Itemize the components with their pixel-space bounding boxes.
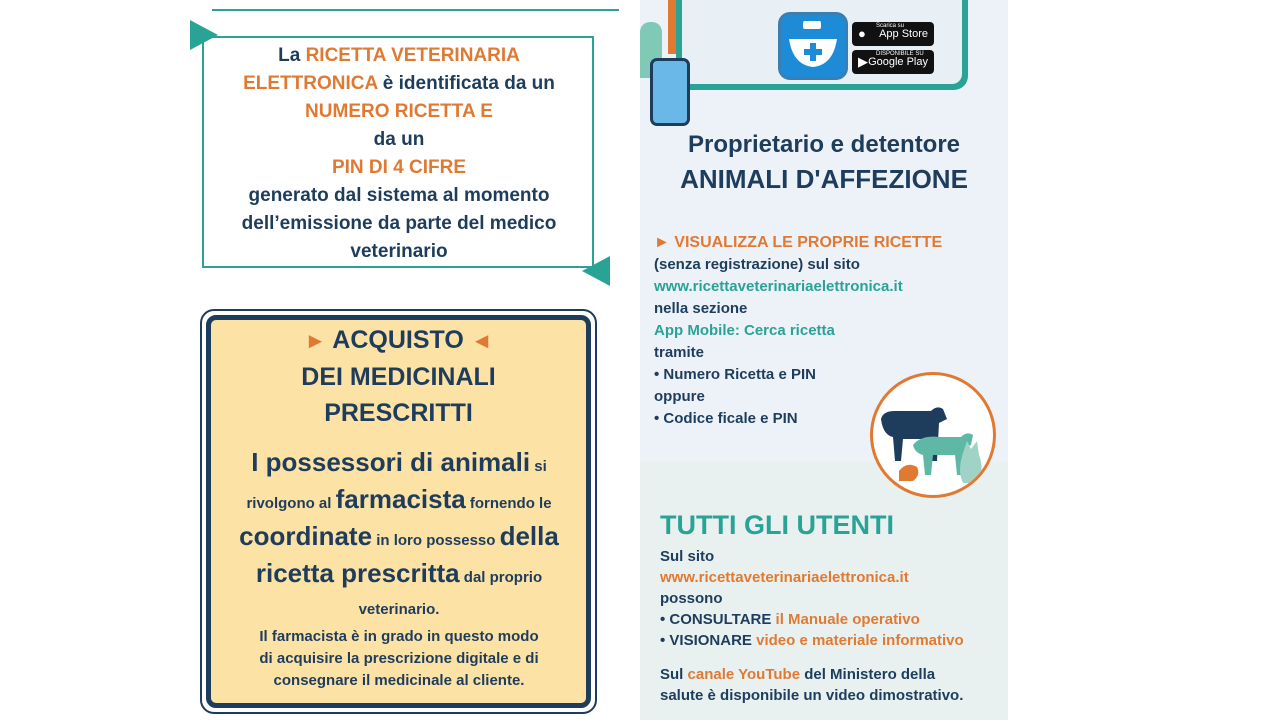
video-material-link[interactable]: video e materiale informativo [756,632,964,649]
apple-icon: ● [858,26,866,41]
pharmacist-note [216,626,582,692]
note-line-3: consegnare il medicinale al cliente. [273,672,525,689]
text-possessori: I possessori di animali [251,447,531,477]
google-play-label: Google Play [868,56,928,68]
instr-line-1: (senza registrazione) sul sito [654,256,860,273]
triangle-right-icon [582,256,610,286]
instr-line-7: oppure [654,388,705,405]
text-della: della [499,521,559,551]
app-store-small: Scarica su [876,23,905,29]
text-pin: PIN DI 4 CIFRE [331,157,467,178]
arrow-left-icon: ◄ [470,328,493,353]
consultare-label: • CONSULTARE [660,611,776,628]
website-link-2[interactable]: www.ricettaveterinariaelettronica.it [660,569,909,586]
visionare-label: • VISIONARE [660,632,757,649]
app-store-label: App Store [879,28,928,40]
google-play-small: DISPONIBILE SU [876,51,924,57]
all-users-section [660,508,1000,706]
title-proprietario: Proprietario e detentore [687,131,961,158]
pin-info-text [212,42,586,266]
cow-dog-cat-icon [873,375,993,495]
text-emissione: dell’emissione da parte del medico [241,213,557,234]
text-numero-ricetta: NUMERO RICETTA E [305,101,493,122]
text-ricetta-veterinaria: RICETTA VETERINARIA [305,45,520,66]
manuale-link[interactable]: il Manuale operativo [775,611,920,628]
instr-line-3: nella sezione [654,300,748,317]
instr-line-5: tramite [654,344,705,361]
phone-icon [650,58,690,126]
text-la: La [278,45,306,66]
ministero-label: del Ministero della [800,666,936,683]
bullet-codice-fiscale: • Codice ficale e PIN [654,410,798,427]
text-coordinate: coordinate [239,521,373,551]
view-prescriptions-heading: ► VISUALIZZA LE PROPRIE RICETTE [654,234,943,251]
text-veterinario: veterinario [350,241,448,262]
text-identificata: è identificata da un [377,73,555,94]
text-elettronica: ELETTRONICA [243,73,378,94]
all-line-3: possono [660,590,723,607]
bullet-numero-ricetta: • Numero Ricetta e PIN [654,366,816,383]
animals-illustration [870,372,996,498]
title-prescritti: PRESCRITTI [324,399,473,427]
title-acquisto: ACQUISTO [332,326,464,354]
app-logo-icon [778,12,848,80]
play-icon: ▶ [858,54,868,69]
app-mobile-section: App Mobile: Cerca ricetta [654,322,835,339]
all-users-heading: TUTTI GLI UTENTI [660,510,894,540]
arrow-right-icon: ► [304,328,327,353]
text-ricetta-prescritta: ricetta prescritta [255,558,460,588]
note-line-1: Il farmacista è in grado in questo modo [259,628,539,645]
sul-label: Sul [660,666,688,683]
text-veterinario-2: veterinario. [358,601,440,618]
owner-title [640,128,1008,196]
text-possesso: in loro possesso [372,532,500,549]
text-rivolgono: rivolgono al [246,495,336,512]
purchase-body [216,446,582,626]
all-line-1: Sul sito [660,548,715,565]
title-animali: ANIMALI D'AFFEZIONE [680,164,968,194]
note-line-2: di acquisire la prescrizione digitale e di [259,650,539,667]
google-play-button[interactable] [852,50,934,74]
youtube-link[interactable]: canale YouTube [687,666,801,683]
top-divider-line [212,9,619,11]
text-dal-proprio: dal proprio [459,569,543,586]
text-fornendo: fornendo le [465,495,552,512]
purchase-title [206,322,591,431]
text-generato: generato dal sistema al momento [248,185,550,206]
title-medicinali: DEI MEDICINALI [301,363,496,391]
text-da-un: da un [373,129,425,150]
text-farmacista: farmacista [335,484,466,514]
website-link[interactable]: www.ricettaveterinariaelettronica.it [654,278,903,295]
video-demo-line: salute è disponibile un video dimostrativo. [660,687,964,704]
text-si: si [530,458,547,475]
mortar-plus-icon [781,15,845,77]
